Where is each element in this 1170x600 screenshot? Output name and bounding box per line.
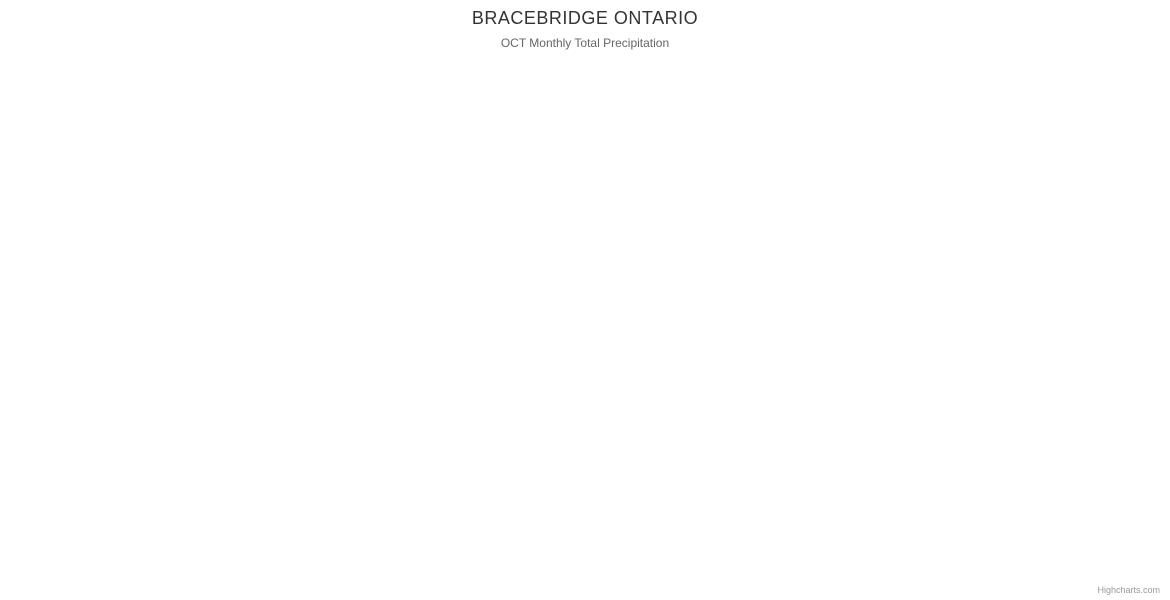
highcharts-credit-link[interactable]: Highcharts.com [1097,585,1160,595]
chart-subtitle: OCT Monthly Total Precipitation [500,36,670,50]
chart-title: BRACEBRIDGE ONTARIO [471,8,699,28]
plot-area [10,58,1160,585]
